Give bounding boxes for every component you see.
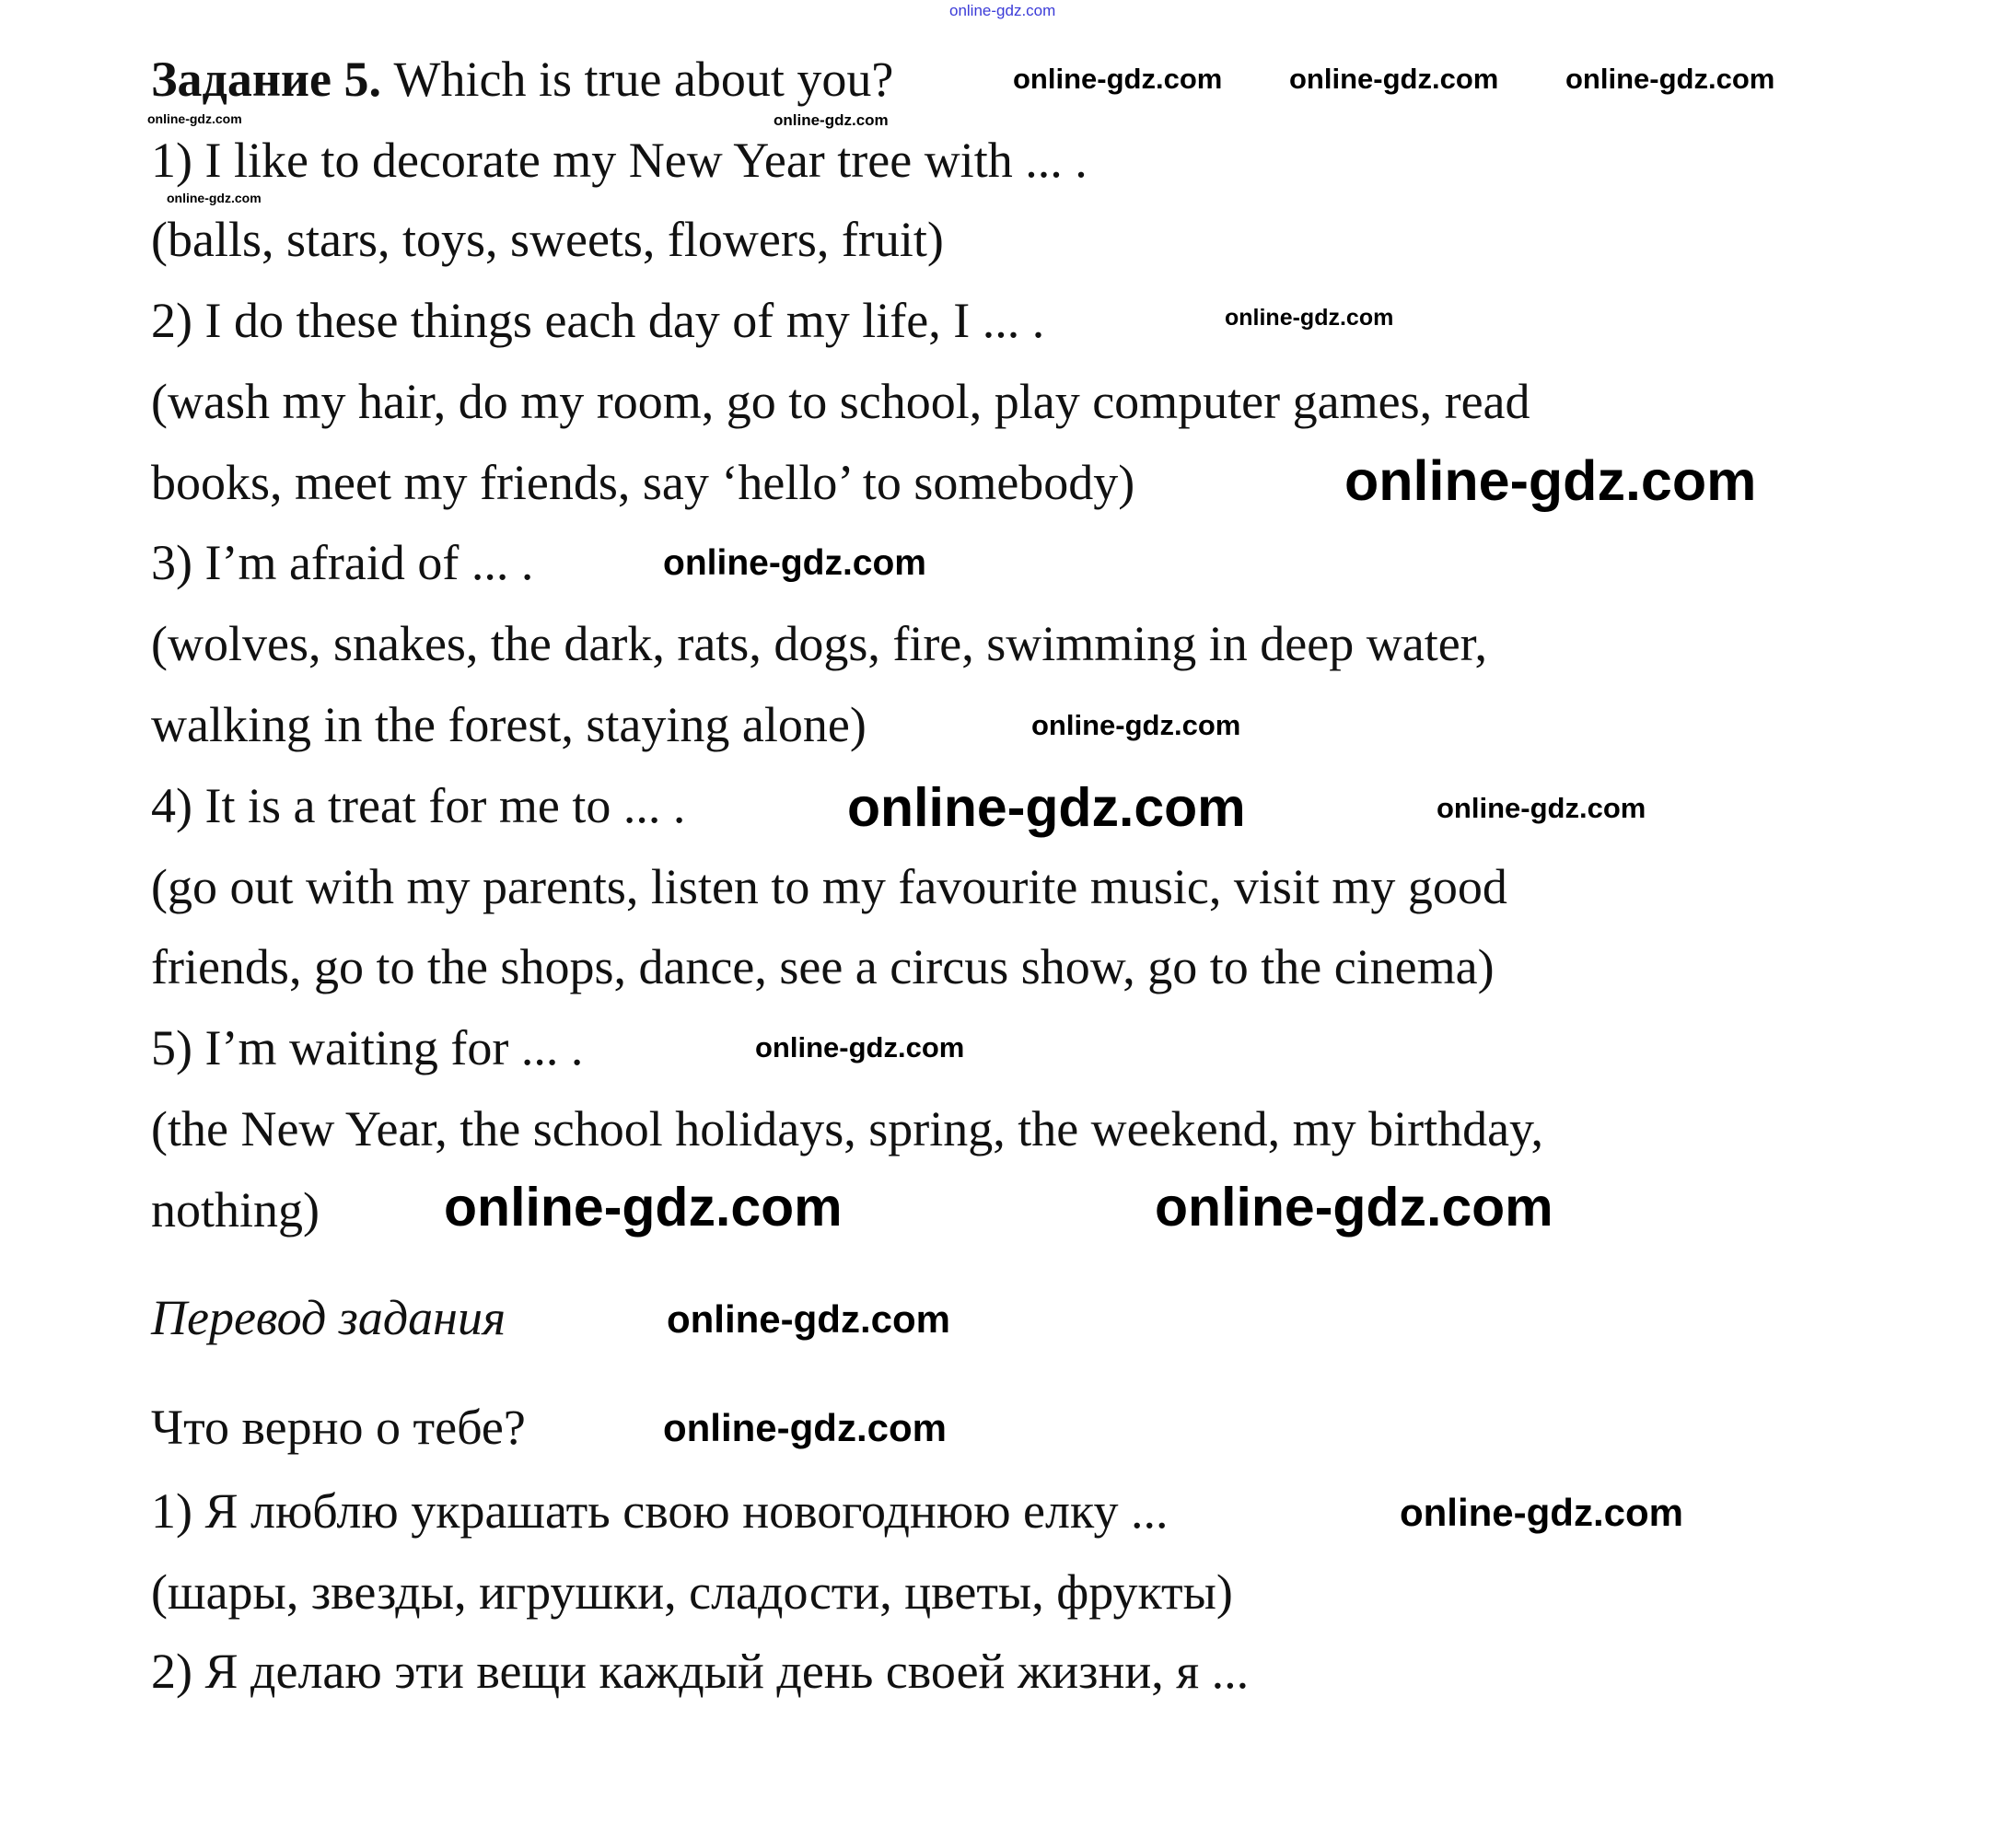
item-4-options-cont: friends, go to the shops, dance, see a circus show, go to the cinema) [151,939,1495,994]
item-2-prompt: 2) I do these things each day of my life, I ... . [151,293,1045,348]
watermark: online-gdz.com [847,777,1246,838]
item-3-options: (wolves, snakes, the dark, rats, dogs, fire, swimming in deep water, [151,616,1487,671]
item-1-prompt: 1) I like to decorate my New Year tree with ... . [151,133,1088,188]
watermark: online-gdz.com [1344,449,1757,512]
item-5-options: (the New Year, the school holidays, spring, the weekend, my birthday, [151,1101,1544,1156]
item-4-prompt: 4) It is a treat for me to ... . [151,778,686,833]
watermark: online-gdz.com [1013,63,1223,95]
task-heading [151,52,893,107]
watermark: online-gdz.com [755,1031,965,1063]
watermark: online-gdz.com [1565,63,1775,95]
watermark: online-gdz.com [1031,709,1241,741]
task-label: Задание 5. [151,52,382,107]
watermark: online-gdz.com [1289,63,1499,95]
item-5-options-cont: nothing) [151,1182,320,1238]
watermark: online-gdz.com [774,111,889,129]
translation-line-3: 2) Я делаю эти вещи каждый день своей жизни, я ... [151,1644,1250,1699]
item-2-options: (wash my hair, do my room, go to school, play computer games, read [151,374,1530,429]
watermark: online-gdz.com [663,543,926,583]
item-3-options-cont: walking in the forest, staying alone) [151,697,867,752]
translation-line-1: 1) Я люблю украшать свою новогоднюю елку ... [151,1483,1169,1539]
item-1-options: (balls, stars, toys, sweets, flowers, fruit) [151,212,944,267]
item-3-prompt: 3) I’m afraid of ... . [151,535,534,590]
watermark: online-gdz.com [1400,1491,1683,1534]
watermark: online-gdz.com [1225,305,1394,331]
watermark: online-gdz.com [147,111,242,126]
translation-question: Что верно о тебе? [151,1400,526,1455]
item-4-options: (go out with my parents, listen to my favourite music, visit my good [151,859,1507,914]
watermark: online-gdz.com [949,2,1056,19]
watermark: online-gdz.com [167,191,262,205]
watermark: online-gdz.com [1155,1177,1553,1238]
watermark: online-gdz.com [444,1177,843,1238]
translation-line-2: (шары, звезды, игрушки, сладости, цветы, фрукты) [151,1564,1233,1620]
watermark: online-gdz.com [663,1406,947,1449]
item-2-options-cont: books, meet my friends, say ‘hello’ to somebody) [151,455,1135,510]
watermark: online-gdz.com [667,1297,950,1341]
translation-heading: Перевод задания [151,1290,506,1345]
task-title: Which is true about you? [393,52,894,107]
watermark: online-gdz.com [1437,792,1646,824]
item-5-prompt: 5) I’m waiting for ... . [151,1020,584,1075]
